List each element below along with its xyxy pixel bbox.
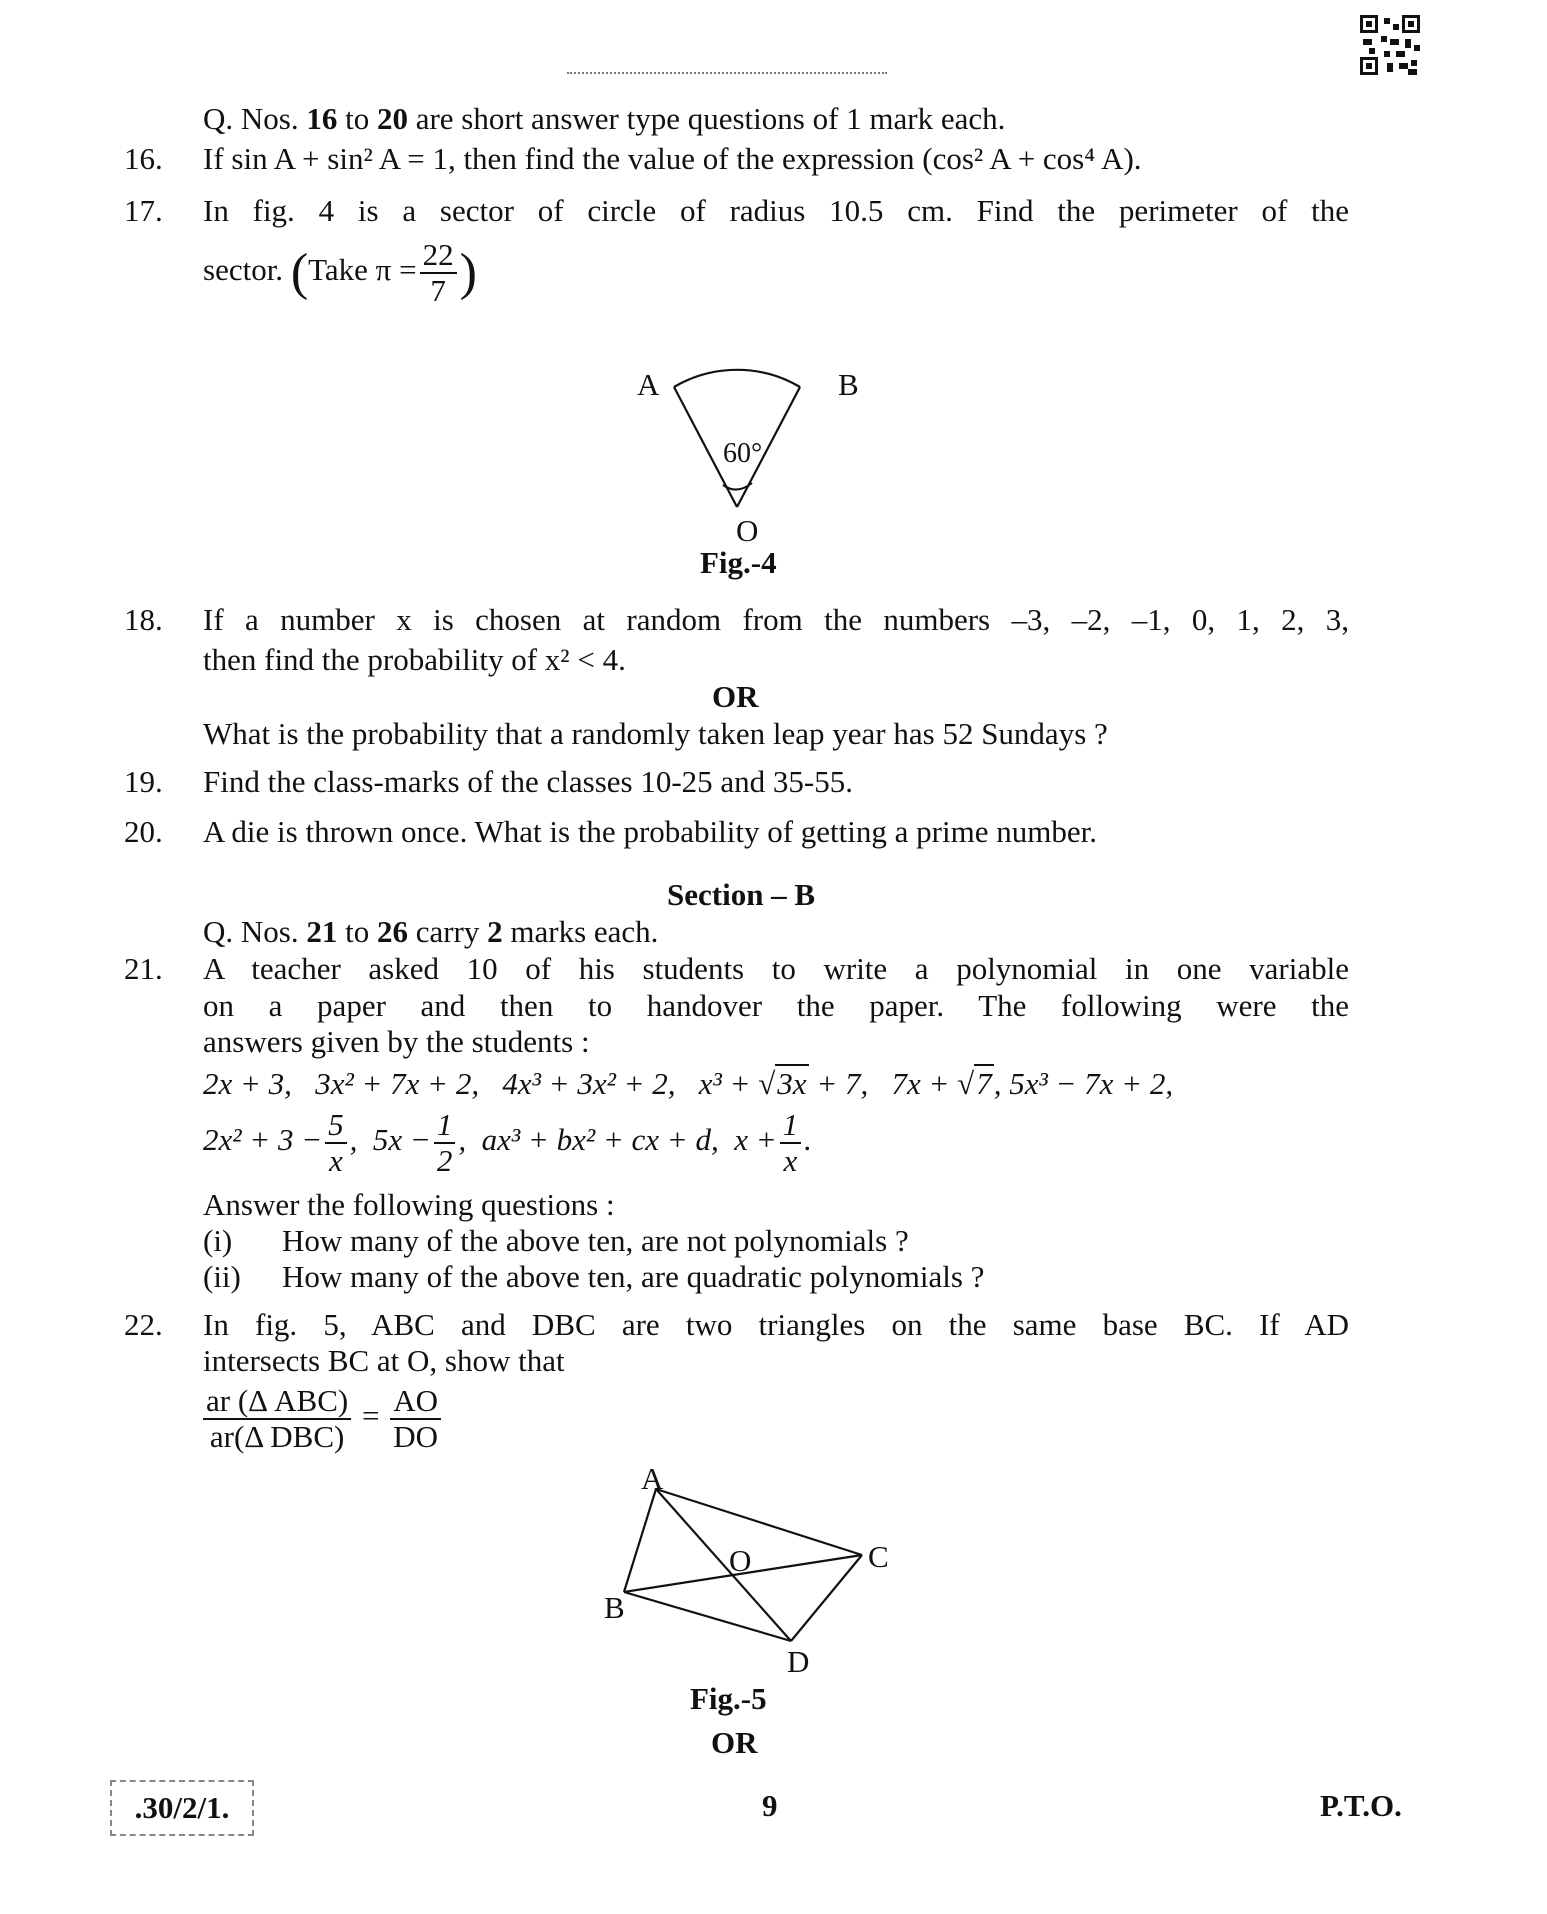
fig5-caption: Fig.-5 (690, 1681, 767, 1716)
segment-ac (656, 1489, 862, 1555)
paper-code: .30/2/1. (134, 1790, 230, 1825)
expr-3: 4x³ + 3x² + 2, (502, 1066, 676, 1101)
fig5-label-b: B (604, 1590, 625, 1625)
question-21-line-1: A teacher asked 10 of his students to write a polynomial in one variable (203, 951, 1349, 986)
question-18-line-2: then find the probability of x² < 4. (203, 642, 626, 677)
segment-cd (791, 1555, 862, 1641)
fig4-caption: Fig.-4 (700, 545, 777, 580)
fig5-label-d: D (787, 1644, 810, 1679)
paper-code-box (110, 1780, 254, 1836)
question-number: 17. (124, 193, 163, 228)
segment-ab (624, 1489, 656, 1592)
expr-4: x³ + √3x + 7, (698, 1066, 869, 1101)
fig4-label-o: O (736, 513, 759, 548)
figure-4-sector (620, 305, 860, 545)
sector-arc (674, 370, 800, 387)
question-20-text: A die is thrown once. What is the probability of getting a prime number. (203, 814, 1097, 849)
fig4-label-b: B (838, 367, 859, 402)
polynomial-list-row-1 (203, 1066, 1173, 1102)
section-b-title: Section – B (667, 877, 816, 912)
area-ratio-equation: $\frac{\text{ar (Δ ABC)}}{\text{ar(Δ DBC)}}$ = $\frac{AO}{DO}$ (203, 1384, 444, 1454)
question-number: 16. (124, 141, 163, 176)
question-16-text: If sin A + sin² A = 1, then find the value of the expression (cos² A + cos⁴ A). (203, 141, 1142, 176)
question-21-line-2: on a paper and then to handover the paper. The following were the (203, 988, 1349, 1023)
expr-1: 2x + 3, (203, 1066, 292, 1101)
question-21-line-3: answers given by the students : (203, 1024, 590, 1059)
page-number: 9 (762, 1788, 778, 1823)
section-a-instruction: Q. Nos. 16 to 20 are short answer type questions of 1 mark each. (203, 101, 1006, 136)
expr-2: 3x² + 7x + 2, (315, 1066, 480, 1101)
expr-10: x + $\frac{1}{x}$ . (734, 1107, 812, 1178)
please-turn-over: P.T.O. (1320, 1788, 1402, 1823)
question-17-line-2: sector. (Take π = $\frac{22}{7}$ ) (203, 237, 477, 308)
fig5-label-c: C (868, 1539, 889, 1574)
question-number: 19. (124, 764, 163, 799)
fig4-label-a: A (637, 367, 660, 402)
question-number: 20. (124, 814, 163, 849)
fig5-label-a: A (641, 1461, 664, 1496)
section-b-instruction: Q. Nos. 21 to 26 carry 2 marks each. (203, 914, 659, 949)
question-number: 21. (124, 951, 163, 986)
question-18-alternative: What is the probability that a randomly taken leap year has 52 Sundays ? (203, 716, 1108, 751)
subquestion-ii-number: (ii) (203, 1259, 241, 1294)
qr-code-icon (1360, 15, 1420, 75)
expr-9: ax³ + bx² + cx + d, (481, 1122, 719, 1158)
question-number: 22. (124, 1307, 163, 1342)
question-22-line-1: In fig. 5, ABC and DBC are two triangles on the same base BC. If AD (203, 1307, 1349, 1342)
question-number: 18. (124, 602, 163, 637)
or-separator: OR (711, 1725, 758, 1760)
expr-6: 5x³ − 7x + 2, (1009, 1066, 1174, 1101)
subquestion-i-number: (i) (203, 1223, 233, 1258)
question-19-text: Find the class-marks of the classes 10-25 and 35-55. (203, 764, 854, 799)
segment-bd (624, 1592, 791, 1641)
subquestion-ii-text: How many of the above ten, are quadratic polynomials ? (282, 1259, 985, 1294)
expr-7: 2x² + 3 − $\frac{5}{x}$ , (203, 1107, 358, 1178)
fig5-label-o: O (729, 1543, 752, 1578)
question-21-ask: Answer the following questions : (203, 1187, 615, 1222)
question-17-line-1: In fig. 4 is a sector of circle of radius 10.5 cm. Find the perimeter of the (203, 193, 1349, 228)
segment-ad (656, 1489, 791, 1641)
expr-8: 5x − $\frac{1}{2}$ , (372, 1107, 467, 1178)
question-22-line-2: intersects BC at O, show that (203, 1343, 565, 1378)
fig4-angle-label: 60° (723, 438, 763, 469)
subquestion-i-text: How many of the above ten, are not polynomials ? (282, 1223, 909, 1258)
pi-fraction: $\frac{22}{7}$ (420, 238, 457, 308)
header-dotted-rule (567, 72, 887, 74)
question-18-line-1: If a number x is chosen at random from the numbers –3, –2, –1, 0, 1, 2, 3, (203, 602, 1349, 637)
or-separator: OR (712, 679, 759, 714)
polynomial-list-row-2 (203, 1108, 812, 1178)
expr-5: 7x + √7, (891, 1066, 1002, 1101)
